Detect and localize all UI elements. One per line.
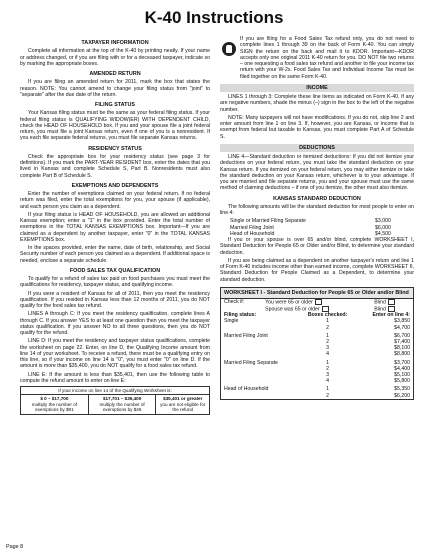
right-column — [220, 36, 414, 400]
food-sales-text-4: LINE D: If you meet the residency and taxpayer status qualifications, complete the worksheet on page 22. Enter, on line D, the Qualifying Income amount from line 14 of your worksheet. To receive a refund, there must be a qualifying entry on this line, so if your income on line 14 is "0", you must enter "0" on line D. If the amount is more than $35,400, you do NOT qualify for a food sales tax refund. — [20, 338, 210, 370]
amended-heading: AMENDED RETURN — [89, 71, 141, 77]
col-filing-status: Filing status: — [224, 312, 257, 319]
page-title: K-40 Instructions — [144, 8, 284, 27]
filing-status-cell: Head of Household — [224, 386, 269, 393]
income-text-1: LINES 1 through 3: Complete these line items as indicated on Form K-40. If any are negative numbers, shade the minus (–) sign in the box to the left of the negative number. — [220, 94, 414, 113]
boxes-checked-cell: 1 — [326, 318, 330, 325]
filing-status-cell: Single — [224, 318, 239, 325]
deduction-amount-cell: $4,400 — [394, 365, 410, 372]
deduction-label: Head of Household — [230, 230, 275, 237]
refund-rule: multiply the number of exemptions by $46 — [99, 401, 145, 413]
food-sales-heading: FOOD SALES TAX QUALIFICATION — [69, 267, 161, 274]
income-range: $35,401 or greater — [163, 396, 203, 402]
table-row — [221, 385, 413, 392]
page-number: Page 8 — [6, 544, 24, 550]
deduction-amount: $3,000 — [375, 218, 391, 225]
exemptions-text-3: In the spaces provided, enter the name, date of birth, relationship, and Social Security number of each person you claimed as a dependent. If additional space is needed, enclose a separate schedule. — [20, 245, 210, 264]
food-sales-text-2: If you were a resident of Kansas for all of 2011, then you meet the residency qualification. If you resided in Kansas less than 12 months of 2011, you do NOT qualify for the food sales tax refund. — [20, 290, 210, 309]
boxes-checked-cell: 2 — [326, 324, 330, 331]
deduction-amount-cell: $8,800 — [394, 351, 410, 358]
boxes-checked-cell: 2 — [326, 365, 330, 372]
exemptions-text-2: If your filing status is HEAD OF HOUSEHOLD, you are allowed an additional Kansas exemption; enter a "1" in the box provided. Enter the total number of exemptions in the TOTAL KANSAS EXEMPTIONS box. Important—If you are claimed as a dependent by another taxpayer, enter "0" in the TOTAL KANSAS EXEMPTIONS box. — [20, 211, 210, 243]
deduction-amount-cell: $8,100 — [394, 345, 410, 352]
table-row — [221, 351, 413, 358]
income-range: $17,701 – $35,400 — [102, 396, 142, 402]
boxes-checked-cell: 3 — [326, 371, 330, 378]
spouse-65-label: Spouse was 65 or older — [265, 305, 320, 312]
deduction-amount: $6,000 — [375, 224, 391, 231]
table-row — [221, 378, 413, 385]
deduction-amount: $4,500 — [375, 230, 391, 237]
filing-status-cell — [221, 325, 298, 332]
deduction-amount-cell: $5,100 — [394, 371, 410, 378]
spouse-blind-checkbox[interactable] — [388, 306, 395, 312]
boxes-checked-cell: 2 — [326, 338, 330, 345]
food-refund-table — [20, 386, 210, 415]
you-blind-checkbox[interactable] — [388, 299, 395, 305]
filing-status-cell: Married Filing Separate — [224, 359, 278, 366]
filing-status-heading: FILING STATUS — [95, 102, 135, 108]
taxpayer-info-text: Complete all information at the top of the K-40 by printing neatly. If your name or address changed, or if you are filing with or for a deceased taxpayer, indicate so by marking the appropriate boxes. — [20, 48, 210, 67]
table-cell — [21, 395, 89, 414]
worksheet-body — [221, 318, 413, 398]
residency-text: Check the appropriate box for your residency status (see page 3 for definitions). If you mark the PART-YEAR RESIDENT box, enter the dates that you lived in Kansas and complete Schedule S, Part B. Nonresidents must also complete Part B of Schedule S. — [20, 153, 210, 179]
col-enter-line-4: Enter on line 4: — [372, 312, 410, 319]
food-refund-table-header: If your income on line 14 of the Qualifying Worksheet is: — [21, 387, 210, 395]
worksheet-amount-table — [221, 312, 413, 399]
worksheet-title: WORKSHEET I - Standard Deduction for People 65 or Older and/or Blind — [221, 288, 413, 299]
deduction-amount-cell: $5,800 — [394, 378, 410, 385]
col-boxes-checked: Boxes checked: — [307, 312, 348, 319]
boxes-checked-cell: 1 — [326, 359, 330, 366]
table-row — [221, 332, 413, 339]
check-label: Check if: — [224, 299, 245, 306]
table-row — [221, 325, 413, 332]
filing-status-cell — [221, 393, 298, 399]
food-sales-text-5: LINE E: If the amount is less than $35,401, then use the following table to compute the refund amount to enter on line E: — [20, 371, 210, 384]
worksheet-1 — [220, 287, 414, 400]
filing-status-cell — [221, 378, 298, 385]
deduction-amount-cell: $6,200 — [394, 392, 410, 399]
boxes-checked-cell: 4 — [326, 351, 330, 358]
table-row — [221, 393, 413, 399]
exemptions-text-1: Enter the number of exemptions claimed on your federal return. If no federal return was filed, enter the total exemptions for you, your spouse (if applicable), and each person you claim as a dependent. — [20, 191, 210, 210]
income-heading: INCOME — [220, 84, 414, 92]
deductions-text-3: If you or your spouse is over 65 and/or blind, complete WORKSHEET I, Standard Deduction for People 65 or Older and/or Blind, to determine your standard deduction. — [220, 237, 414, 256]
you-65-label: You were 65 or older — [265, 299, 313, 306]
exemptions-heading: EXEMPTIONS AND DEPENDENTS — [71, 182, 159, 189]
spouse-blind-label: Blind — [374, 305, 386, 312]
boxes-checked-cell: 2 — [326, 392, 330, 399]
worksheet-check-table — [221, 299, 413, 312]
income-range: $ 0 – $17,700 — [40, 396, 69, 402]
income-text-2: NOTE: Many taxpayers will not have modifications. If you do not, skip line 2 and enter amount from line 1 on line 3. If, however, you are Kansas, or income that is exempt from federal but taxable to Kansas, you must complete Part A of Schedule S. — [220, 114, 414, 140]
deduction-amount-cell: $4,700 — [394, 324, 410, 331]
deduction-label: Single or Married Filing Separate — [230, 218, 306, 225]
deduction-amount-cell: $6,700 — [394, 332, 410, 339]
table-row — [221, 299, 413, 306]
standard-deduction-heading: KANSAS STANDARD DEDUCTION — [273, 195, 361, 202]
deductions-heading: DEDUCTIONS — [220, 144, 414, 152]
deductions-text-2: The following amounts will be the standard deduction for most people to enter on line 4: — [220, 203, 414, 216]
table-row — [221, 306, 413, 313]
boxes-checked-cell: 1 — [326, 332, 330, 339]
boxes-checked-cell: 1 — [326, 386, 330, 393]
table-header-row — [221, 312, 413, 318]
spouse-65-checkbox[interactable] — [322, 306, 329, 312]
you-blind-label: Blind — [374, 299, 386, 306]
table-row — [221, 359, 413, 366]
boxes-checked-cell: 4 — [326, 378, 330, 385]
deductions-text-1: LINE 4—Standard deduction or itemized deductions: If you did not itemize your deductions on your federal return, you must take the standard deduction on your Kansas return. If you itemized on your federal return, you may either itemize or take the standard deduction on your Kansas return, whichever is to your advantage. If you are married and file separate returns, you and your spouse must use the same method of claiming deductions – if one of you itemize, the other must also itemize. — [220, 154, 414, 192]
you-65-checkbox[interactable] — [315, 299, 322, 305]
food-only-notice: If you are filing for a Food Sales Tax refund only, you do not need to complete lines 1 through 39 on the back of Form K-40. You can simply SIGN the return on the back and mail it to KDOR. Important—KDOR accepts only one original 2011 K-40 return for you. DO NOT file two returns – one requesting a food sales tax refund and another to file your income tax return with your W-2s. Food Sales Tax and Individual Income Tax must be filed together on the same Form K-40. — [240, 36, 414, 80]
deduction-amount-cell: $3,850 — [394, 318, 410, 325]
food-sales-text-3: LINES A through C: If you meet the residency qualification, complete lines A through C. If you answer YES to at least one question then you meet the taxpayer status qualification. If you answer NO to all three questions, then you do NOT qualify for the refund. — [20, 311, 210, 336]
table-cell — [156, 395, 210, 414]
food-sales-text-1: To qualify for a refund of sales tax paid on food purchases you must meet the qualifications for residency, taxpayer status, and qualifying income. — [20, 276, 210, 289]
refund-rule: you are not eligible for the refund — [160, 401, 206, 413]
taxpayer-info-heading: TAXPAYER INFORMATION — [81, 40, 149, 46]
residency-heading: RESIDENCY STATUS — [88, 145, 142, 152]
left-column — [20, 36, 210, 415]
filing-status-text: Your Kansas filing status must be the same as your federal filing status. If your federal filing status is QUALIFYING WIDOW(ER) WITH DEPENDENT CHILD, check the HEAD OF HOUSEHOLD box. If you and your spouse file a joint federal return, you must file a joint Kansas return, even if one of you is a nonresident. If you each file separate federal returns, you must file separate Kansas returns. — [20, 110, 210, 142]
deduction-label: Married Filing Joint — [230, 224, 274, 231]
filing-status-cell — [221, 351, 298, 358]
deductions-text-4: If you are being claimed as a dependent on another taxpayer's return and line 1 of Form K-40 includes income other than earned income, complete WORKSHEET II, Standard Deduction for People Claimed as a Dependent, to determine your standard deduction. — [220, 257, 414, 283]
standard-deduction-table — [228, 218, 393, 237]
boxes-checked-cell: 3 — [326, 345, 330, 352]
deduction-amount-cell: $7,400 — [394, 338, 410, 345]
filing-status-cell: Married Filing Joint — [224, 332, 268, 339]
deduction-amount-cell: $5,350 — [394, 386, 410, 393]
deduction-amount-cell: $3,700 — [394, 359, 410, 366]
refund-rule: multiply the number of exemptions by $91 — [31, 401, 77, 413]
amended-text: If you are filing an amended return for 2011, mark the box that states the reason. NOTE: You cannot amend to change your filing status from "joint" to "separate" after the due date of the return. — [20, 79, 210, 98]
table-cell — [88, 395, 156, 414]
